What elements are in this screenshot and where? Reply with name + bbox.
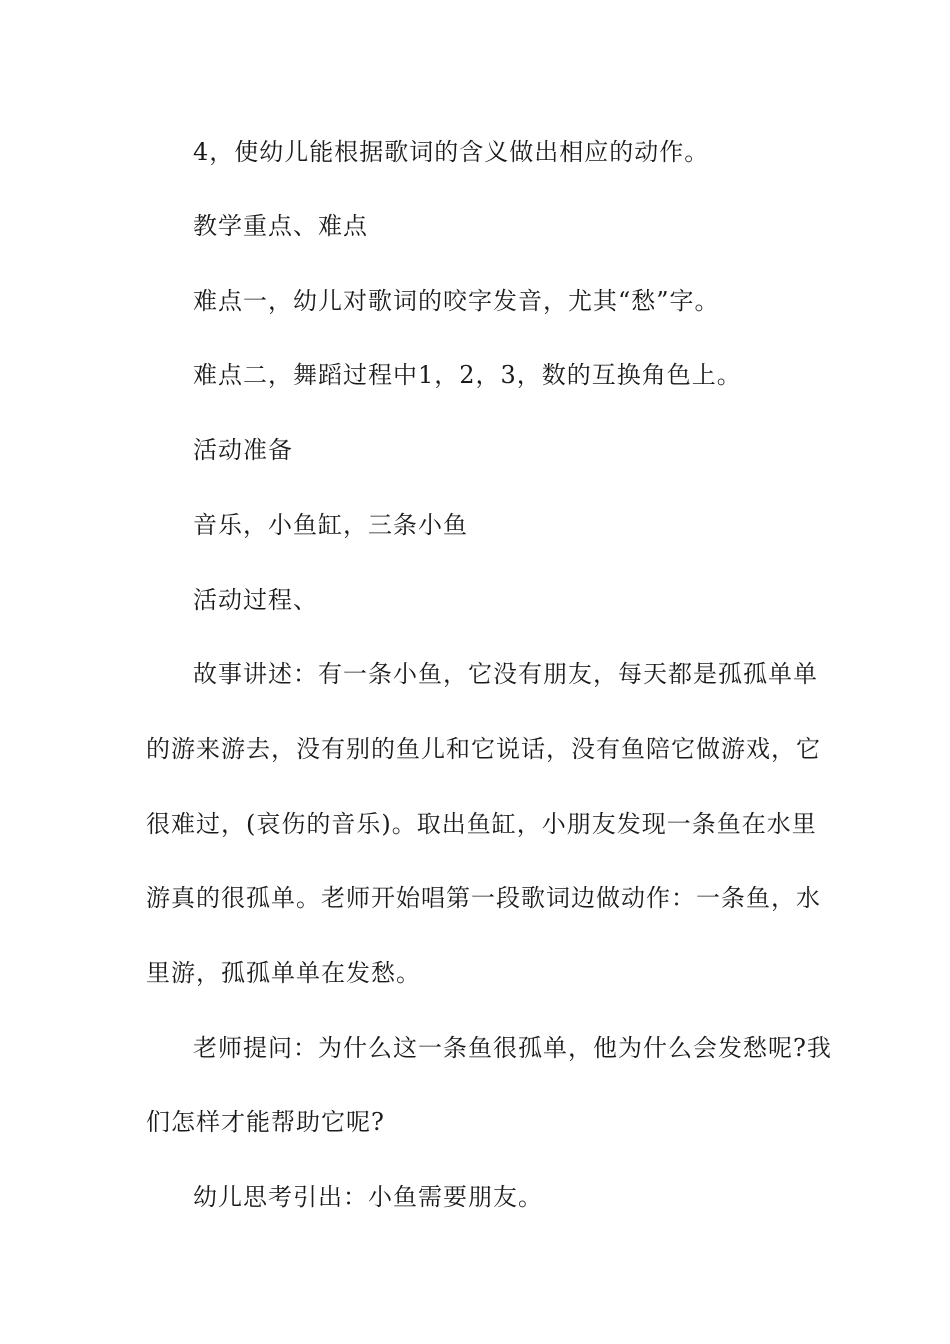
paragraph-line: 的游来游去，没有别的鱼儿和它说话，没有鱼陪它做游戏，它 (146, 735, 821, 763)
paragraph-line: 老师提问：为什么这一条鱼很孤单，他为什么会发愁呢?我 (193, 1034, 832, 1062)
paragraph-line: 游真的很孤单。老师开始唱第一段歌词边做动作：一条鱼，水 (146, 884, 821, 912)
text-line: 难点一，幼儿对歌词的咬字发音，尤其“愁”字。 (193, 287, 720, 315)
text-line: 幼儿思考引出：小鱼需要朋友。 (193, 1183, 543, 1211)
text-line: 4，使幼儿能根据歌词的含义做出相应的动作。 (193, 138, 710, 166)
text-line: 难点二，舞蹈过程中1，2，3，数的互换角色上。 (193, 361, 742, 389)
paragraph-line: 们怎样才能帮助它呢? (146, 1108, 385, 1136)
section-heading: 活动过程、 (193, 586, 318, 614)
paragraph-line: 故事讲述：有一条小鱼，它没有朋友，每天都是孤孤单单 (193, 660, 818, 688)
section-heading: 活动准备 (193, 436, 293, 464)
paragraph-line: 里游，孤孤单单在发愁。 (146, 959, 421, 987)
paragraph-line: 很难过，(哀伤的音乐)。取出鱼缸，小朋友发现一条鱼在水里 (146, 810, 817, 838)
text-line: 音乐，小鱼缸，三条小鱼 (193, 511, 468, 539)
section-heading: 教学重点、难点 (193, 212, 368, 240)
